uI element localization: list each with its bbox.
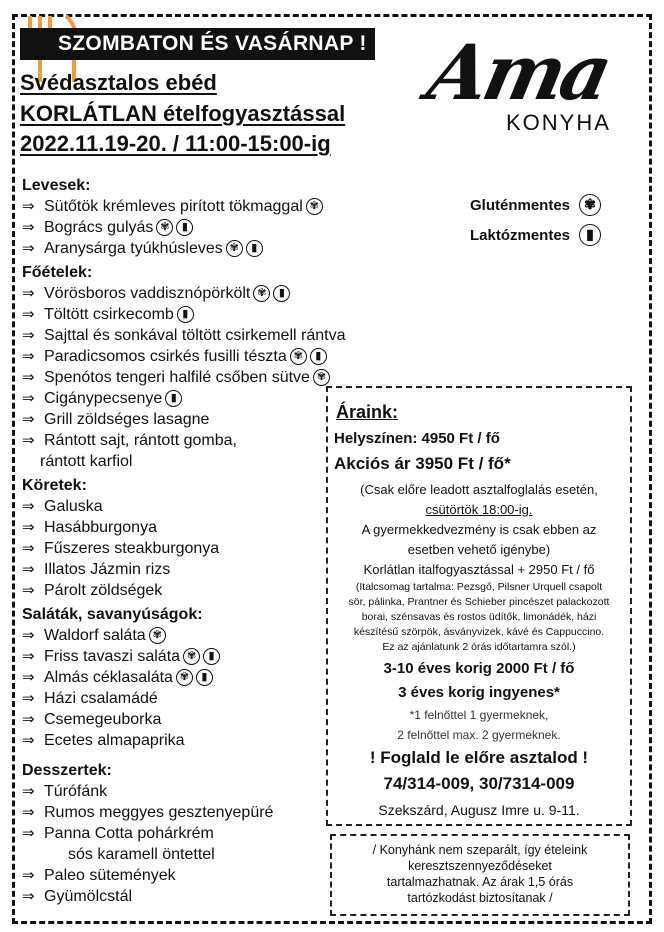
disclaimer-line: keresztszennyeződéseket (408, 859, 552, 873)
brand-logo (420, 28, 648, 144)
list-item: ⇒ Paleo sütemények (22, 867, 176, 884)
milk-bottle-icon: ▮ (196, 669, 213, 686)
disclaimer-line: tartózkodást biztosítanak / (407, 891, 553, 905)
prices-title: Áraink: (336, 402, 399, 422)
booking-deadline: csütörtök 18:00-ig. (425, 502, 533, 517)
child-discount-note-2: esetben vehető igénybe) (407, 542, 551, 557)
list-item: ⇒ Sütőtök krémleves pirított tökmaggal ✾ (22, 196, 412, 217)
disclaimer-line: tartalmazhatnak. Az árak 1,5 órás (386, 875, 574, 889)
legend-lactose-free (470, 224, 601, 246)
headline-unlimited: KORLÁTLAN ételfogyasztással (20, 101, 346, 126)
price-box (326, 386, 632, 826)
kitchen-disclaimer (330, 834, 630, 916)
list-item: ⇒ Paradicsomos csirkés fusilli tészta ✾ ▮ (22, 346, 412, 367)
list-item: ⇒ Panna Cotta pohárkrém (22, 825, 214, 842)
list-item: ⇒ Grill zöldséges lasagne (22, 411, 210, 428)
child-price: 3-10 éves korig 2000 Ft / fő (383, 660, 575, 677)
weekend-banner: SZOMBATON ÉS VASÁRNAP ! (20, 28, 375, 60)
list-item: ⇒ Túrófánk (22, 783, 108, 800)
address: Szekszárd, Augusz Imre u. 9-11. (378, 802, 580, 818)
wheat-icon: ✾ (313, 369, 330, 386)
drinks-price: Korlátlan italfogyasztással + 2950 Ft / fő (363, 562, 595, 577)
drinks-detail: sör, pálinka, Prantner és Schieber pincészet palackozott (348, 596, 610, 608)
milk-bottle-icon: ▮ (165, 390, 182, 407)
list-item: ⇒ Almás céklasaláta ✾ ▮ (22, 667, 412, 688)
legend-lactose-label: Laktózmentes (470, 226, 571, 244)
list-item: ⇒ Töltött csirkecomb ▮ (22, 304, 412, 325)
child-condition-2: 2 felnőttel max. 2 gyermeknek. (397, 728, 561, 742)
wheat-icon: ✾ (226, 240, 243, 257)
section-sides: Köretek: (22, 477, 87, 494)
list-item: ⇒ Galuska (22, 498, 103, 515)
list-item: ⇒ Fűszeres steakburgonya (22, 540, 220, 557)
wheat-icon: ✾ (306, 198, 323, 215)
drinks-detail: borai, szénsavas és rostos üdítők, limonádék, házi (361, 611, 597, 623)
legend-gluten-free (470, 194, 601, 216)
list-item: ⇒ Gyümölcstál (22, 888, 133, 905)
phone-numbers: 74/314-009, 30/7314-009 (383, 774, 575, 793)
milk-bottle-icon: ▮ (246, 240, 263, 257)
wheat-icon: ✾ (149, 627, 166, 644)
child-discount-note: A gyermekkedvezmény is csak ebben az (361, 522, 597, 537)
wheat-icon: ✾ (156, 219, 173, 236)
headline-buffet: Svédasztalos ebéd (20, 70, 217, 95)
wheat-icon: ✾ (579, 194, 601, 216)
brand-subtitle: KONYHA (506, 110, 611, 135)
section-desserts: Desszertek: (22, 762, 112, 779)
list-item: ⇒ Házi csalamádé (22, 690, 158, 707)
milk-bottle-icon: ▮ (176, 219, 193, 236)
milk-bottle-icon: ▮ (310, 348, 327, 365)
list-item: ⇒ Rumos meggyes gesztenyepüré (22, 804, 274, 821)
list-item: ⇒ Aranysárga tyúkhúsleves ✾ ▮ (22, 238, 412, 259)
drinks-detail: Ez az ajánlatunk 2 órás időtartamra szól.) (382, 641, 576, 653)
wheat-icon: ✾ (183, 648, 200, 665)
list-item: ⇒ Illatos Jázmin rizs (22, 561, 171, 578)
milk-bottle-icon: ▮ (177, 306, 194, 323)
booking-note: (Csak előre leadott asztalfoglalás esetén, (360, 482, 598, 497)
list-item: ⇒ Csemegeuborka (22, 711, 162, 728)
list-item: ⇒ Rántott sajt, rántott gomba, (22, 432, 237, 449)
child-condition: *1 felnőttel 1 gyermeknek, (409, 708, 549, 722)
milk-bottle-icon: ▮ (203, 648, 220, 665)
section-soups: Levesek: (22, 177, 91, 194)
brand-name: Ama (420, 28, 617, 117)
drinks-detail: (Italcsomag tartalma: Pezsgő, Pilsner Urquell csapolt (355, 581, 603, 593)
list-item-continued: rántott karfiol (40, 453, 133, 470)
section-salads: Saláták, savanyúságok: (22, 606, 203, 623)
onsite-price: Helyszínen: 4950 Ft / fő (334, 430, 500, 447)
list-item: ⇒ Sajttal és sonkával töltött csirkemell rántva (22, 327, 346, 344)
wheat-icon: ✾ (253, 285, 270, 302)
promo-price: Akciós ár 3950 Ft / fő* (334, 454, 511, 473)
legend-gluten-label: Gluténmentes (470, 196, 571, 214)
list-item: ⇒ Bogrács gulyás ✾ ▮ (22, 217, 412, 238)
list-item: ⇒ Waldorf saláta ✾ (22, 625, 412, 646)
disclaimer-line: / Konyhánk nem szeparált, így ételeink (372, 843, 588, 857)
milk-bottle-icon: ▮ (579, 224, 601, 246)
milk-bottle-icon: ▮ (273, 285, 290, 302)
list-item-continued: sós karamell öntettel (68, 846, 215, 863)
book-ahead: ! Foglald le előre asztalod ! (369, 748, 589, 767)
drinks-detail: készítésű szörpök, ásványvizek, kávé és Cappuccino. (353, 626, 605, 638)
list-item: ⇒ Friss tavaszi saláta ✾ ▮ (22, 646, 412, 667)
list-item: ⇒ Hasábburgonya (22, 519, 157, 536)
list-item: ⇒ Párolt zöldségek (22, 582, 163, 599)
child-free: 3 éves korig ingyenes* (398, 684, 560, 701)
list-item: ⇒ Ecetes almapaprika (22, 732, 185, 749)
headline-date-time: 2022.11.19-20. / 11:00-15:00-ig (20, 131, 331, 156)
list-item: ⇒ Cigánypecsenye ▮ (22, 388, 412, 409)
wheat-icon: ✾ (290, 348, 307, 365)
section-mains: Főételek: (22, 264, 93, 281)
list-item: ⇒ Vörösboros vaddisznópörkölt ✾ ▮ (22, 283, 412, 304)
wheat-icon: ✾ (176, 669, 193, 686)
list-item: ⇒ Spenótos tengeri halfilé csőben sütve ✾ (22, 367, 412, 388)
